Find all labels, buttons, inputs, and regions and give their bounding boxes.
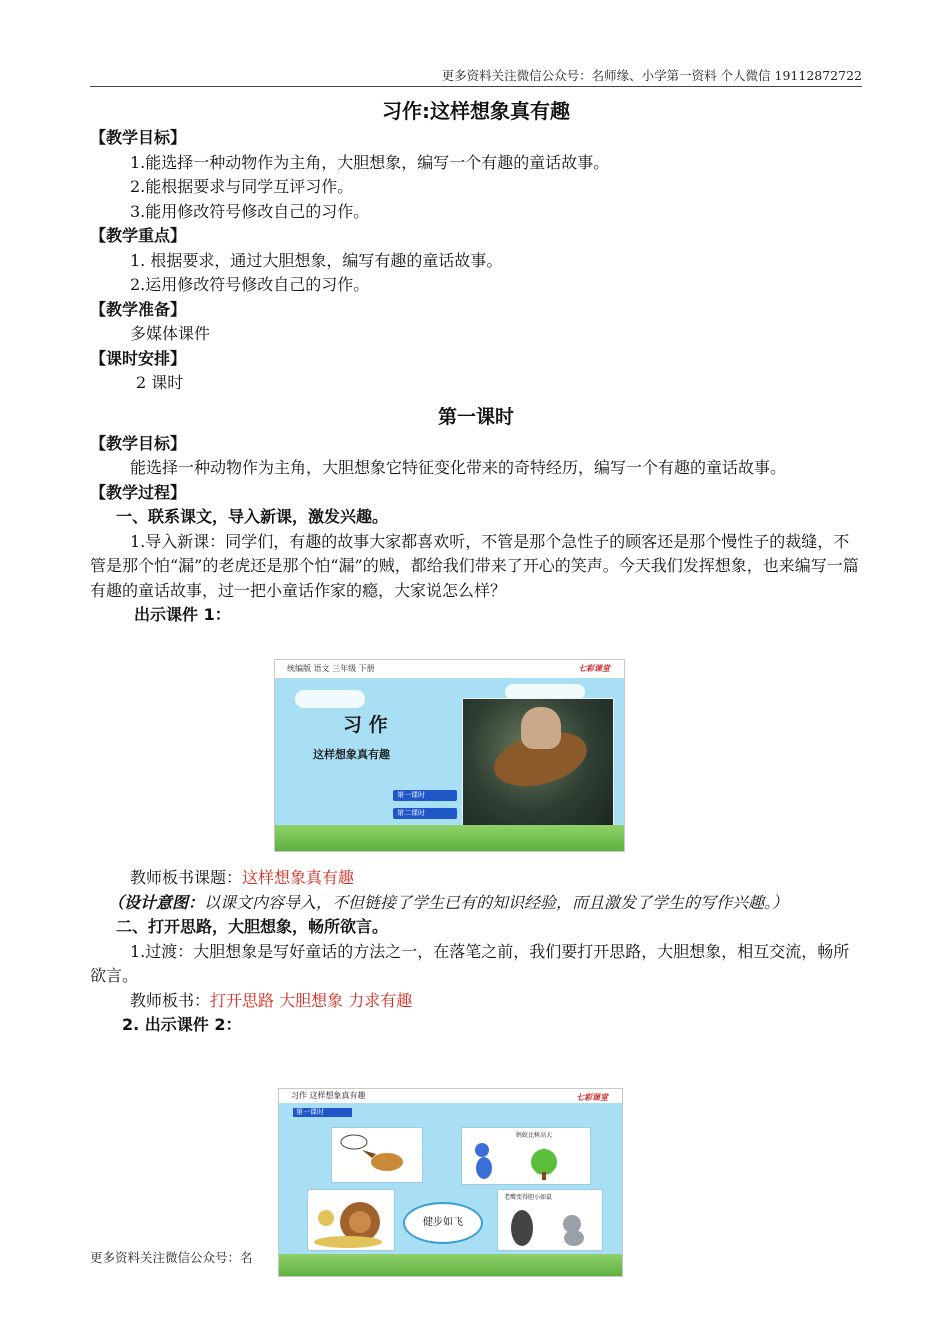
document-body xyxy=(90,96,862,628)
courseware-slide-2 xyxy=(278,1088,623,1277)
ant-card xyxy=(461,1127,591,1185)
design-label: （设计意图： xyxy=(108,892,205,912)
cloud-shape xyxy=(295,690,365,708)
snail-icon xyxy=(308,1190,394,1250)
slide1-title: 习 作 xyxy=(343,714,388,736)
lesson1-goal: 能选择一种动物作为主角，大胆想象它特征变化带来的奇特经历，编写一个有趣的童话故事。 xyxy=(130,458,787,477)
slide1-logo: 七彩课堂 xyxy=(578,664,610,673)
eagle-label: 老鹰变得胆小如鼠 xyxy=(504,1194,553,1201)
prep-heading: 【教学准备】 xyxy=(90,299,187,319)
courseware-slide-1 xyxy=(274,659,625,852)
slide2-tab: 第一课时 xyxy=(293,1108,352,1117)
slide1-lesson2-button: 第二课时 xyxy=(393,808,457,819)
show-slide2-label: 2. 出示课件 2： xyxy=(122,1015,242,1034)
step1-text: 1.导入新课：同学们，有趣的故事大家都喜欢听，不管是那个急性子的顾客还是那个慢性子的裁缝，不管是那个怕“漏”的老虎还是那个怕“漏”的贼，都给我们带来了开心的笑声。今天我们发挥想象，也来编写一篇有趣的童话故事，过一把小童话作家的瘾，大家说怎么样？ xyxy=(90,531,859,600)
schedule-text: 2 课时 xyxy=(136,373,184,392)
slide1-topbar: 统编版 语文 三年级 下册 xyxy=(275,660,624,678)
show-slide1-label: 出示课件 1： xyxy=(134,605,231,624)
board2-label: 教师板书： xyxy=(130,990,211,1010)
grass-strip xyxy=(279,1254,622,1276)
goal-item: 2.能根据要求与同学互评习作。 xyxy=(130,177,354,196)
focus-heading: 【教学重点】 xyxy=(90,226,187,245)
eagle-card xyxy=(497,1189,603,1251)
rider-shape xyxy=(521,707,561,749)
document-title: 习作:这样想象真有趣 xyxy=(382,99,570,123)
speech-bubble: 健步如飞 xyxy=(403,1202,483,1244)
slide1-lesson1-button: 第一课时 xyxy=(393,790,457,801)
bird-icon xyxy=(332,1128,422,1182)
schedule-heading: 【课时安排】 xyxy=(90,348,187,368)
slide2-logo: 七彩课堂 xyxy=(576,1093,608,1102)
document-body-lower xyxy=(90,866,862,1038)
step2-text: 1.过渡：大胆想象是写好童话的方法之一，在落笔之前，我们要打开思路，大胆想象，相互交流，畅所欲言。 xyxy=(90,941,850,985)
goals-heading: 【教学目标】 xyxy=(90,128,187,147)
lesson1-goal-heading: 【教学目标】 xyxy=(90,433,187,453)
goal-item: 3.能用修改符号修改自己的习作。 xyxy=(130,201,370,221)
board2-value: 打开思路 大胆想象 力求有趣 xyxy=(210,990,413,1010)
focus-item: 2.运用修改符号修改自己的习作。 xyxy=(130,275,370,294)
design-note xyxy=(90,891,862,916)
step2-heading: 二、打开思路，大胆想象，畅所欲言。 xyxy=(116,917,389,936)
page-footer: 更多资料关注微信公众号：名 xyxy=(90,1250,253,1265)
step1-heading: 一、联系课文，导入新课，激发兴趣。 xyxy=(116,507,389,526)
focus-item: 1. 根据要求，通过大胆想象，编写有趣的童话故事。 xyxy=(130,250,503,270)
design-text: 以课文内容导入，不但链接了学生已有的知识经验，而且激发了学生的写作兴趣。） xyxy=(204,892,789,912)
board2 xyxy=(90,989,862,1014)
board1-label: 教师板书课题： xyxy=(130,868,243,887)
lesson1-title: 第一课时 xyxy=(437,405,514,428)
process-heading: 【教学过程】 xyxy=(90,482,187,502)
board1 xyxy=(90,866,862,891)
goal-item: 1.能选择一种动物作为主角，大胆想象，编写一个有趣的童话故事。 xyxy=(130,152,610,172)
bird-card xyxy=(331,1127,423,1183)
ant-label: 蚂蚁比树高大 xyxy=(516,1132,553,1139)
slide2-topbar: 习作 这样想象真有趣 xyxy=(279,1089,622,1103)
page-header: 更多资料关注微信公众号：名师缘、小学第一资料 个人微信 19112872722 xyxy=(441,68,862,83)
snail-card xyxy=(307,1189,395,1251)
board1-value: 这样想象真有趣 xyxy=(242,868,355,887)
prep-text: 多媒体课件 xyxy=(130,324,211,343)
slide1-subtitle: 这样想象真有趣 xyxy=(313,748,390,761)
grass-strip xyxy=(275,825,624,851)
header-divider xyxy=(90,86,862,87)
insect-rider-image xyxy=(462,698,614,826)
